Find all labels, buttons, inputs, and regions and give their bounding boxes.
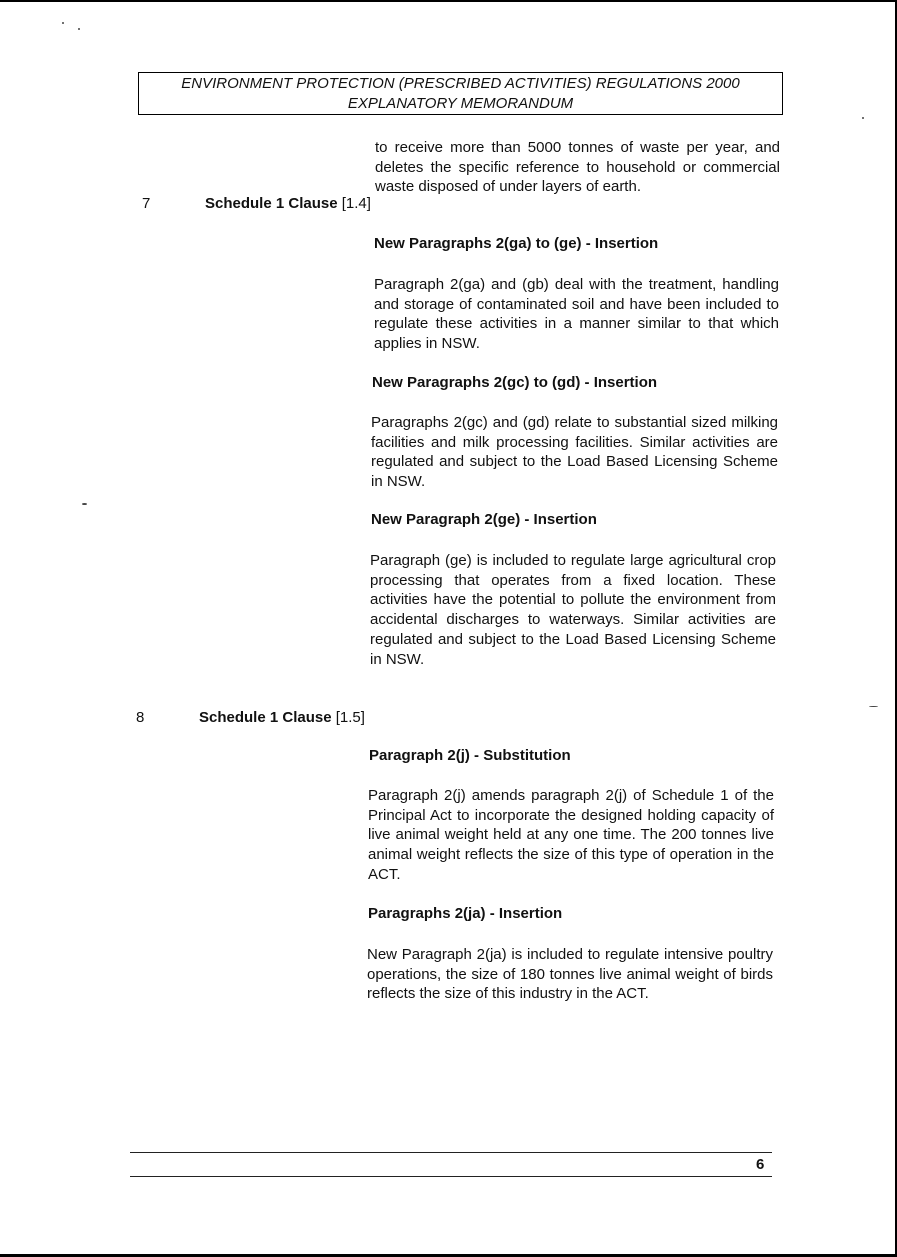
section-heading: Paragraph 2(j) - Substitution xyxy=(369,747,571,764)
clause-heading xyxy=(199,709,365,726)
scan-edge-top xyxy=(0,0,897,2)
footer-rule-top xyxy=(130,1152,772,1153)
document-header xyxy=(138,72,783,115)
scan-speck xyxy=(862,117,864,119)
clause-label: Schedule 1 Clause xyxy=(199,709,336,726)
clause-reference: [1.5] xyxy=(335,709,365,726)
scan-speck xyxy=(869,706,878,707)
item-number: 8 xyxy=(136,709,145,726)
section-heading: New Paragraphs 2(ga) to (ge) - Insertion xyxy=(374,235,659,252)
scan-speck xyxy=(82,503,87,505)
section-paragraph: Paragraphs 2(gc) and (gd) relate to substantial sized milking facilities and milk processing facilities. Similar activities are regulated and subject to the Load Based Licensing Scheme in NSW. xyxy=(371,414,778,491)
scan-speck xyxy=(62,22,64,24)
clause-reference: [1.4] xyxy=(341,195,371,212)
header-subtitle: EXPLANATORY MEMORANDUM xyxy=(347,95,574,112)
section-heading: New Paragraphs 2(gc) to (gd) - Insertion xyxy=(372,374,658,391)
section-paragraph: Paragraph 2(j) amends paragraph 2(j) of Schedule 1 of the Principal Act to incorporate the designed holding capacity of live animal weight held at any one time. The 200 tonnes live animal weight reflects the size of this type of operation in the ACT. xyxy=(368,787,774,883)
page-number: 6 xyxy=(756,1156,765,1173)
clause-label: Schedule 1 Clause xyxy=(205,195,342,212)
section-heading: Paragraphs 2(ja) - Insertion xyxy=(368,905,563,922)
scan-speck xyxy=(78,28,80,30)
section-heading: New Paragraph 2(ge) - Insertion xyxy=(371,511,597,528)
header-title: ENVIRONMENT PROTECTION (PRESCRIBED ACTIVITIES) REGULATIONS 2000 xyxy=(181,75,740,92)
section-paragraph: Paragraph (ge) is included to regulate large agricultural crop processing that operates from a fixed location. These activities have the potential to pollute the environment from accidental discharges to waterways. Similar activities are regulated and subject to the Load Based Licensing Scheme in NSW. xyxy=(370,552,776,668)
clause-heading xyxy=(205,195,371,212)
item-number: 7 xyxy=(142,195,151,212)
carryover-paragraph: to receive more than 5000 tonnes of waste per year, and deletes the specific reference to household or commercial waste disposed of under layers of earth. xyxy=(375,139,780,196)
footer-rule-bottom xyxy=(130,1176,772,1177)
section-paragraph: New Paragraph 2(ja) is included to regulate intensive poultry operations, the size of 180 tonnes live animal weight of birds reflects the size of this industry in the ACT. xyxy=(367,946,773,1003)
section-paragraph: Paragraph 2(ga) and (gb) deal with the treatment, handling and storage of contaminated soil and have been included to regulate these activities in a manner similar to that which applies in NSW. xyxy=(374,276,779,353)
